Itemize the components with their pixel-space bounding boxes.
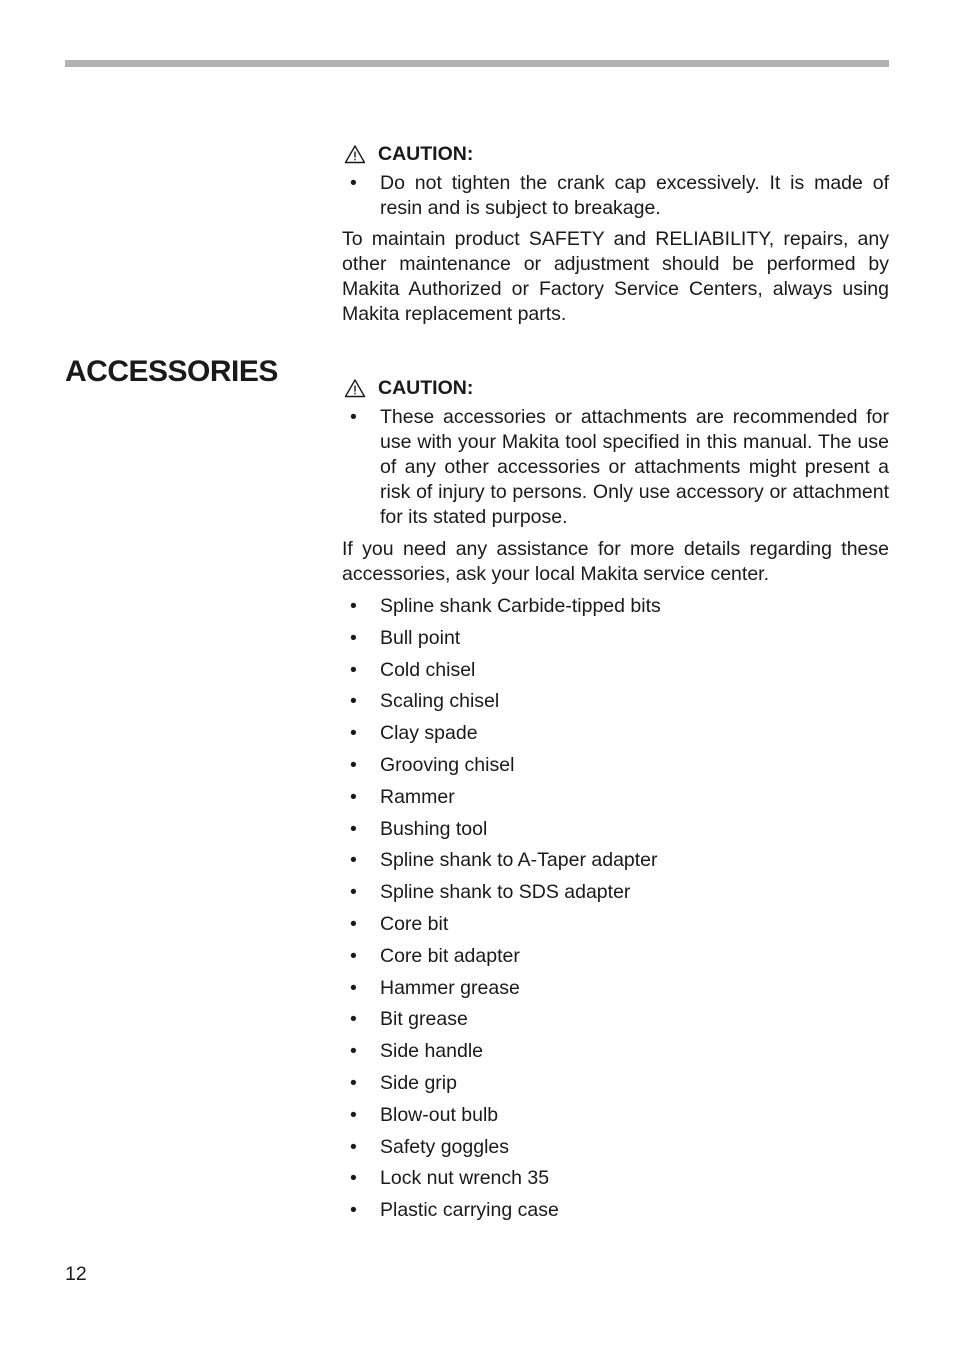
accessory-list [342,594,889,1230]
list-item: • Side handle [342,1039,889,1071]
list-item: • Bull point [342,626,889,658]
list-item: • Safety goggles [342,1135,889,1167]
list-item: • Lock nut wrench 35 [342,1166,889,1198]
caution-block-crank-cap [342,142,889,221]
list-item: • Cold chisel [342,658,889,690]
list-item: • Spline shank Carbide-tipped bits [342,594,889,626]
list-item: • Core bit [342,912,889,944]
list-item: • Clay spade [342,721,889,753]
list-item: • Spline shank to A-Taper adapter [342,848,889,880]
warning-triangle-icon [344,144,366,164]
list-item: • Grooving chisel [342,753,889,785]
top-rule [65,60,889,67]
caution-title-text: CAUTION: [378,376,474,399]
warning-triangle-icon [344,378,366,398]
caution-title-text: CAUTION: [378,142,474,165]
list-item: • Side grip [342,1071,889,1103]
list-item: • Spline shank to SDS adapter [342,880,889,912]
maintenance-paragraph: To maintain product SAFETY and RELIABILITY, repairs, any other maintenance or adjustment should be performed by Makita Authorized or Factory Service Centers, always using Makita replacement parts. [342,228,889,325]
list-item: • Plastic carrying case [342,1198,889,1230]
caution-bullet: • Do not tighten the crank cap excessively. It is made of resin and is subject to breakage. [342,171,889,221]
caution-bullet: • These accessories or attachments are recommended for use with your Makita tool specified in this manual. The use of any other accessories or attachments might present a risk of injury to persons. Only use accessory or attachment for its stated purpose. [342,405,889,530]
caution-title [342,142,889,166]
list-item: • Scaling chisel [342,689,889,721]
caution-block-accessories [342,376,889,530]
page-number: 12 [65,1263,87,1285]
list-item: • Rammer [342,785,889,817]
list-item: • Bushing tool [342,817,889,849]
list-item: • Core bit adapter [342,944,889,976]
assistance-paragraph: If you need any assistance for more details regarding these accessories, ask your local Makita service center. [342,538,889,585]
section-heading-accessories: ACCESSORIES [65,355,278,388]
caution-title [342,376,889,400]
list-item: • Hammer grease [342,976,889,1008]
list-item: • Bit grease [342,1007,889,1039]
list-item: • Blow-out bulb [342,1103,889,1135]
